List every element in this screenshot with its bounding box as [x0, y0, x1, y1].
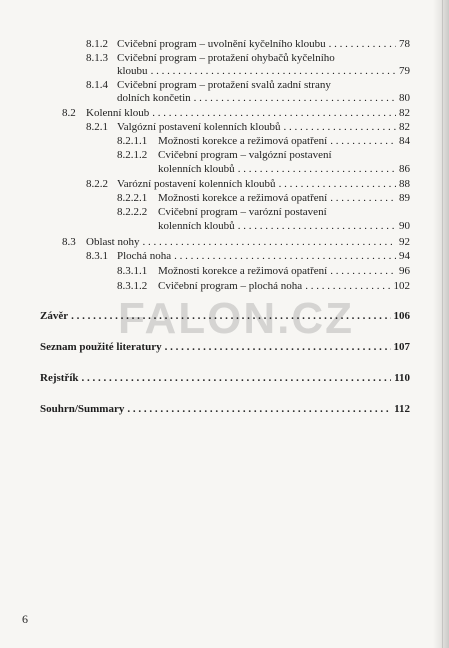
toc-chapter-rejstrik	[40, 372, 410, 384]
toc-entry-8-2-2	[86, 178, 410, 190]
dot-leader	[329, 38, 396, 50]
section-title: Cvičební program – varózní postavení	[158, 206, 327, 218]
page-ref: 92	[399, 236, 410, 248]
toc-chapter-souhrn	[40, 403, 410, 415]
page-ref: 78	[399, 38, 410, 50]
page-ref: 96	[399, 265, 410, 277]
dot-leader	[151, 65, 396, 77]
section-title: Možnosti korekce a režimová opatření	[158, 265, 328, 277]
section-number: 8.2.2.2	[117, 206, 148, 218]
section-title: Cvičební program – protažení ohybačů kyčelního	[117, 52, 335, 64]
dot-leader	[330, 265, 396, 277]
section-title-continuation: kolenních kloubů	[158, 220, 235, 232]
page-ref: 102	[393, 280, 410, 292]
dot-leader	[238, 163, 396, 175]
toc-chapter-literatura	[40, 341, 410, 353]
page-ref: 84	[399, 135, 410, 147]
toc-entry-8-2-1-1	[117, 135, 410, 147]
page-ref: 80	[399, 92, 410, 104]
chapter-title: Závěr	[40, 310, 69, 322]
section-title: Valgózní postavení kolenních kloubů	[117, 121, 281, 133]
page-ref: 106	[393, 310, 410, 322]
toc-entry-8-2	[62, 107, 410, 119]
section-title: Oblast nohy	[86, 236, 140, 248]
page-ref: 89	[399, 192, 410, 204]
section-title: Varózní postavení kolenních kloubů	[117, 178, 276, 190]
chapter-title: Seznam použité literatury	[40, 341, 162, 353]
page-ref: 107	[393, 341, 410, 353]
page-ref: 82	[399, 107, 410, 119]
page-ref: 88	[399, 178, 410, 190]
page-ref: 112	[394, 403, 410, 415]
section-number: 8.2.1.2	[117, 149, 148, 161]
section-title-continuation: kloubu	[117, 65, 148, 77]
dot-leader	[330, 192, 396, 204]
section-number: 8.1.4	[86, 79, 108, 91]
section-title: Kolenní kloub	[86, 107, 150, 119]
section-number: 8.2.1.1	[117, 135, 148, 147]
dot-leader	[82, 372, 392, 384]
dot-leader	[194, 92, 396, 104]
dot-leader	[142, 236, 396, 248]
watermark-logo: FALON.CZ	[118, 294, 354, 343]
section-number: 8.1.2	[86, 38, 108, 50]
toc-entry-8-3-1-1	[117, 265, 410, 277]
dot-leader	[283, 121, 396, 133]
toc-entry-8-3	[62, 236, 410, 248]
page-edge-line	[442, 0, 443, 648]
section-number: 8.1.3	[86, 52, 108, 64]
section-number: 8.2	[62, 107, 76, 119]
toc-entry-8-1-2	[86, 38, 410, 50]
toc-entry-8-2-1-2-cont	[158, 163, 410, 175]
page-ref: 82	[399, 121, 410, 133]
dot-leader	[127, 403, 391, 415]
toc-entry-8-2-1-2	[117, 149, 410, 161]
toc-entry-8-3-1-2	[117, 280, 410, 292]
section-title: Cvičební program – uvolnění kyčelního kloubu	[117, 38, 326, 50]
dot-leader	[174, 250, 396, 262]
toc-chapter-zaver	[40, 310, 410, 322]
section-number: 8.3.1.1	[117, 265, 148, 277]
section-number: 8.3.1.2	[117, 280, 148, 292]
section-title: Cvičební program – protažení svalů zadní strany	[117, 79, 331, 91]
dot-leader	[330, 135, 396, 147]
toc-entry-8-1-4	[86, 79, 410, 91]
section-number: 8.2.2.1	[117, 192, 148, 204]
toc-entry-8-2-2-1	[117, 192, 410, 204]
section-title: Možnosti korekce a režimová opatření	[158, 192, 328, 204]
chapter-title: Souhrn/Summary	[40, 403, 125, 415]
page-ref: 110	[394, 372, 410, 384]
section-title: Možnosti korekce a režimová opatření	[158, 135, 328, 147]
dot-leader	[279, 178, 396, 190]
section-title: Cvičební program – plochá noha	[158, 280, 303, 292]
dot-leader	[71, 310, 390, 322]
toc-entry-8-1-3-cont	[117, 65, 410, 77]
page-ref: 94	[399, 250, 410, 262]
section-number: 8.2.1	[86, 121, 108, 133]
section-title-continuation: dolních končetin	[117, 92, 191, 104]
toc-entry-8-3-1	[86, 250, 410, 262]
section-title: Plochá noha	[117, 250, 172, 262]
toc-entry-8-2-1	[86, 121, 410, 133]
section-number: 8.3	[62, 236, 76, 248]
dot-leader	[165, 341, 391, 353]
toc-entry-8-2-2-2-cont	[158, 220, 410, 232]
page-ref: 86	[399, 163, 410, 175]
page-ref: 90	[399, 220, 410, 232]
section-number: 8.2.2	[86, 178, 108, 190]
toc-entry-8-2-2-2	[117, 206, 410, 218]
dot-leader	[238, 220, 396, 232]
page-ref: 79	[399, 65, 410, 77]
dot-leader	[305, 280, 390, 292]
section-number: 8.3.1	[86, 250, 108, 262]
toc-entry-8-1-4-cont	[117, 92, 410, 104]
section-title-continuation: kolenních kloubů	[158, 163, 235, 175]
section-title: Cvičební program – valgózní postavení	[158, 149, 332, 161]
page-number: 6	[22, 612, 28, 626]
toc-entry-8-1-3	[86, 52, 410, 64]
page-edge-shadow	[433, 0, 449, 648]
dot-leader	[152, 107, 396, 119]
chapter-title: Rejstřík	[40, 372, 79, 384]
